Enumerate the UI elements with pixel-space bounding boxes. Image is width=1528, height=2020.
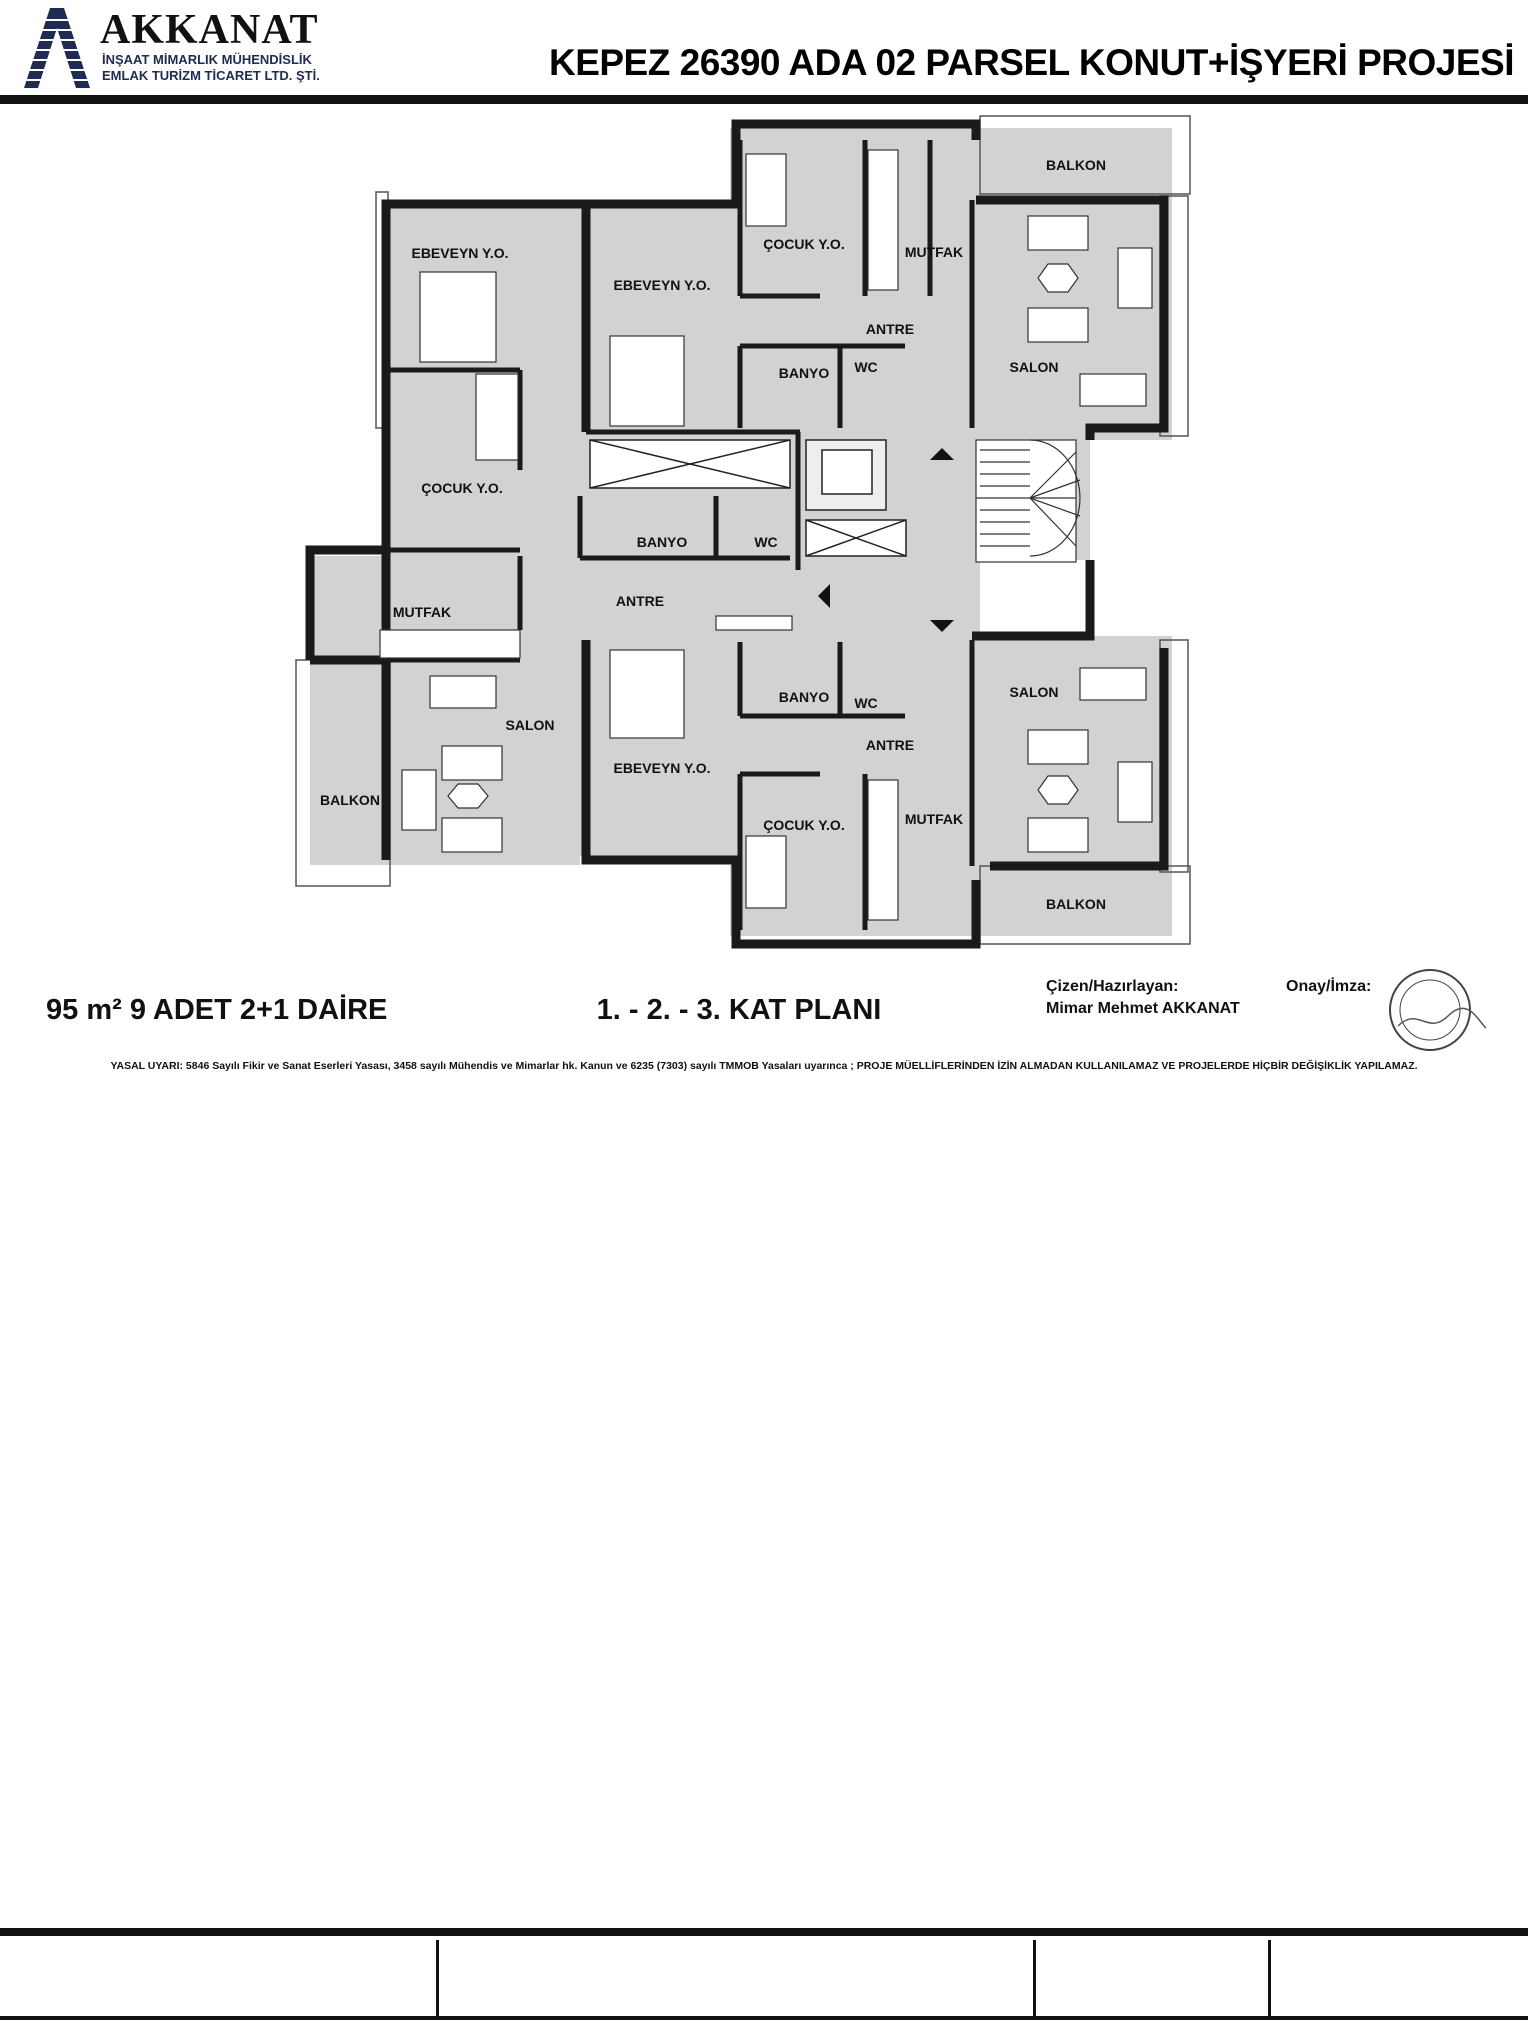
sofa <box>1028 308 1088 342</box>
area-summary: 95 m² 9 ADET 2+1 DAİRE <box>46 994 388 1026</box>
sofa <box>1028 818 1088 852</box>
project-title: KEPEZ 26390 ADA 02 PARSEL KONUT+İŞYERİ PROJESİ <box>548 42 1514 83</box>
room-label-bath: BANYO <box>636 534 688 550</box>
bed <box>476 374 518 460</box>
company-subtitle-line2: EMLAK TURİZM TİCARET LTD. ŞTİ. <box>102 68 320 83</box>
room-label-salon: SALON <box>1009 359 1059 375</box>
room-label-salon: SALON <box>1009 684 1059 700</box>
bed <box>746 836 786 908</box>
sofa <box>1118 248 1152 308</box>
sheet-title: 1. - 2. - 3. KAT PLANI <box>596 994 882 1026</box>
kitchen-counter <box>380 630 520 658</box>
bed <box>610 336 684 426</box>
drawn-by-name: Mimar Mehmet AKKANAT <box>1046 1000 1240 1017</box>
staircase <box>976 440 1080 562</box>
sofa <box>1028 730 1088 764</box>
dining-table <box>430 676 496 708</box>
room-label-balcony: BALKON <box>1046 157 1106 173</box>
room-label-child-bedroom: ÇOCUK Y.O. <box>763 236 845 252</box>
architect-seal-stamp <box>1368 966 1488 1054</box>
approval-label: Onay/İmza: <box>1286 978 1372 995</box>
company-name: AKKANAT <box>100 7 319 53</box>
drawn-by-label: Çizen/Hazırlayan: <box>1046 978 1179 995</box>
room-label-kitchen: MUTFAK <box>392 604 452 620</box>
room-label-master-bedroom: EBEVEYN Y.O. <box>613 760 711 776</box>
company-subtitle-line1: İNŞAAT MİMARLIK MÜHENDİSLİK <box>102 52 312 67</box>
room-label-child-bedroom: ÇOCUK Y.O. <box>763 817 845 833</box>
room-label-wc: WC <box>854 359 878 375</box>
header-divider <box>0 95 1528 104</box>
legal-warning: YASAL UYARI: 5846 Sayılı Fikir ve Sanat Eserleri Yasası, 3458 sayılı Mühendis ve Mimarlar hk. Kanun ve 6235 (7303) sayılı TMMOB Yasaları uyarınca ; PROJE MÜELLİFLERİNDEN İZİN ALMADAN KULLANILAMAZ VE PROJELERDE HİÇBİR DEĞİŞİKLİK YAPILAMAZ. <box>110 1060 1418 1072</box>
room-label-entrance: ANTRE <box>865 321 915 337</box>
kitchen-counter <box>868 780 898 920</box>
bed <box>610 650 684 738</box>
title-block-top-rule <box>0 1928 1528 1936</box>
sheet-title-cell <box>439 1940 1036 2018</box>
room-label-kitchen: MUTFAK <box>904 811 964 827</box>
sofa <box>442 746 502 780</box>
room-label-wc: WC <box>754 534 778 550</box>
room-label-balcony: BALKON <box>1046 896 1106 912</box>
sofa <box>442 818 502 852</box>
dining-table <box>1080 374 1146 406</box>
header <box>0 0 1528 106</box>
drawn-by-cell <box>1036 1940 1271 2018</box>
room-label-master-bedroom: EBEVEYN Y.O. <box>613 277 711 293</box>
room-label-bath: BANYO <box>778 689 830 705</box>
bed <box>420 272 496 362</box>
sofa <box>1118 762 1152 822</box>
room-label-master-bedroom: EBEVEYN Y.O. <box>411 245 509 261</box>
room-label-balcony: BALKON <box>320 792 380 808</box>
room-label-bath: BANYO <box>778 365 830 381</box>
area-cell <box>0 1940 439 2018</box>
company-logo <box>20 6 94 90</box>
sofa <box>402 770 436 830</box>
room-label-entrance: ANTRE <box>615 593 665 609</box>
dining-table <box>1080 668 1146 700</box>
kitchen-counter <box>868 150 898 290</box>
room-label-salon: SALON <box>505 717 555 733</box>
bed <box>746 154 786 226</box>
room-label-kitchen: MUTFAK <box>904 244 964 260</box>
room-label-child-bedroom: ÇOCUK Y.O. <box>421 480 503 496</box>
sofa <box>1028 216 1088 250</box>
room-label-entrance: ANTRE <box>865 737 915 753</box>
floor-plan <box>0 106 1528 964</box>
room-label-wc: WC <box>854 695 878 711</box>
